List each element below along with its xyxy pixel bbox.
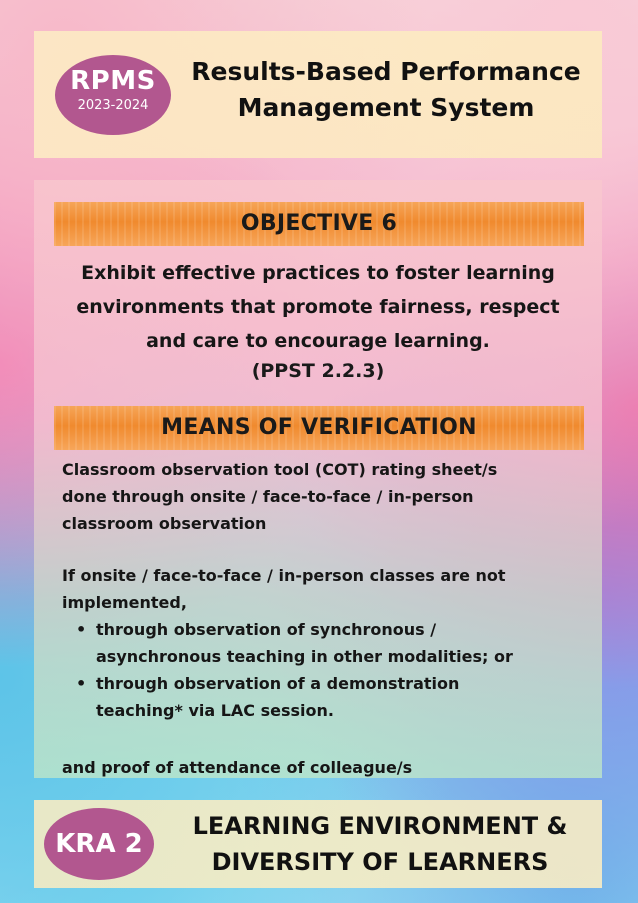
objective-description: [44, 256, 592, 358]
list-item: [62, 616, 592, 670]
mov-paragraph-1: [62, 456, 592, 537]
kra-badge-label: KRA 2: [55, 829, 143, 859]
rpms-badge-title: RPMS: [70, 66, 156, 96]
header-panel: [34, 31, 602, 158]
kra-title: [160, 808, 600, 880]
page-title-line1: Results-Based Performance: [191, 57, 581, 86]
objective-line1: Exhibit effective practices to foster learning: [81, 262, 555, 284]
mov-p2-line2: implemented,: [62, 593, 187, 612]
mov-bullet-list: [62, 616, 592, 724]
mov-p2-line1: If onsite / face-to-face / in-person classes are not: [62, 566, 506, 585]
bullet-2-line2: teaching* via LAC session.: [96, 701, 334, 720]
bullet-1-line1: through observation of synchronous /: [96, 620, 437, 639]
main-panel: [34, 180, 602, 778]
rpms-badge-year: 2023-2024: [77, 98, 149, 113]
bullet-1-line2: asynchronous teaching in other modalities; or: [96, 647, 513, 666]
objective-line2: environments that promote fairness, respect: [76, 296, 560, 318]
bullet-icon: •: [76, 674, 87, 693]
page-title: [172, 54, 600, 126]
mov-paragraph-3: and proof of attendance of colleague/s: [62, 758, 413, 777]
bullet-2-line1: through observation of a demonstration: [96, 674, 460, 693]
footer-panel: [34, 800, 602, 888]
mov-p1-line3: classroom observation: [62, 514, 267, 533]
objective-line3: and care to encourage learning.: [146, 330, 490, 352]
objective-heading: OBJECTIVE 6: [54, 202, 584, 246]
mov-heading: MEANS OF VERIFICATION: [54, 406, 584, 450]
mov-p1-line2: done through onsite / face-to-face / in-person: [62, 487, 474, 506]
bullet-icon: •: [76, 620, 87, 639]
list-item: [62, 670, 592, 724]
rpms-badge: [55, 55, 171, 135]
page-title-line2: Management System: [237, 93, 535, 122]
kra-badge: [44, 808, 154, 880]
kra-title-line1: LEARNING ENVIRONMENT &: [192, 812, 568, 840]
mov-paragraph-2: [62, 562, 592, 724]
kra-title-line2: DIVERSITY OF LEARNERS: [211, 848, 549, 876]
mov-p1-line1: Classroom observation tool (COT) rating sheet/s: [62, 460, 498, 479]
ppst-reference: (PPST 2.2.3): [251, 360, 385, 382]
